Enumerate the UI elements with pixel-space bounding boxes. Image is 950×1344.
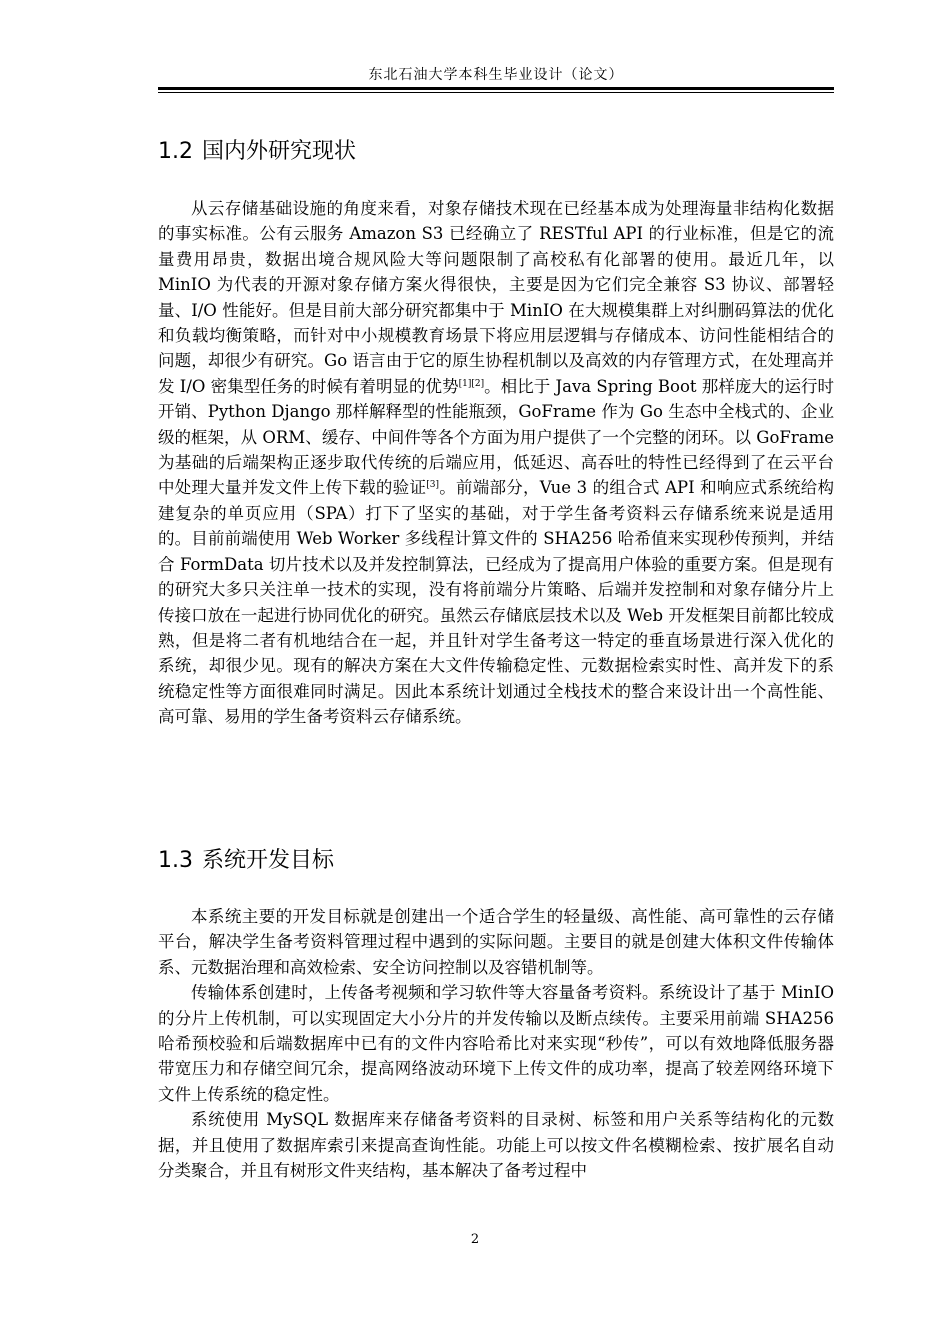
paragraph: 传输体系创建时，上传备考视频和学习软件等大容量备考资料。系统设计了基于 MinIO 的分片上传机制，可以实现固定大小分片的并发传输以及断点续传。主要采用前端 SHA256 哈希预校验和后端数据库中已有的文件内容哈希比对来实现“秒传”，可以有效地降低服务器带宽压力和存储空间冗余，提高网络波动环境下上传文件的成功率，提高了较差网络环境下文件上传系统的稳定性。: [158, 983, 834, 1104]
section-1-3-body: [158, 904, 834, 1183]
running-header: 东北石油大学本科生毕业设计（论文）: [368, 67, 624, 83]
paragraph-text: 从云存储基础设施的角度来看，对象存储技术现在已经基本成为处理海量非结构化数据的事实标准。公有云服务 Amazon S3 已经确立了 RESTful API 的行业标准，但是它的流量费用昂贵，数据出境合规风险大等问题限制了高校私有化部署的使用。最近几年，以 MinIO 为代表的开源对象存储方案火得很快，主要是因为它们完全兼容 S3 协议、部署轻量、I/O 性能好。但是目前大部分研究都集中于 MinIO 在大规模集群上对纠删码算法的优化和负载均衡策略，而针对中小规模教育场景下将应用层逻辑与存储成本、访问性能相结合的问题，却很少有研究。Go 语言由于它的原生协程机制以及高效的内存管理方式，在处理高并发 I/O 密集型任务的时候有着明显的优势: [158, 199, 834, 396]
citation: [1][2]: [458, 378, 485, 389]
section-1-2-body: [158, 196, 834, 730]
page-number: 2: [470, 1232, 480, 1247]
citation: [3]: [426, 480, 439, 491]
header-rule: [158, 87, 834, 90]
section-number: 1.3: [158, 848, 193, 873]
section-number: 1.2: [158, 139, 193, 164]
section-heading-1-3: [158, 846, 334, 876]
paragraph: 本系统主要的开发目标就是创建出一个适合学生的轻量级、高性能、高可靠性的云存储平台，解决学生备考资料管理过程中遇到的实际问题。主要目的就是创建大体积文件传输体系、元数据治理和高效检索、安全访问控制以及容错机制等。: [158, 907, 834, 977]
header-rule-thin: [158, 92, 834, 93]
paragraph-text: 。前端部分，Vue 3 的组合式 API 和响应式系统给构建复杂的单页应用（SPA）打下了坚实的基础，对于学生备考资料云存储系统来说是适用的。目前前端使用 Web Worker 多线程计算文件的 SHA256 哈希值来实现秒传预判，并结合 FormData 切片技术以及并发控制算法，已经成为了提高用户体验的重要方案。但是现有的研究大多只关注单一技术的实现，没有将前端分片策略、后端并发控制和对象存储分片上传接口放在一起进行协同优化的研究。虽然云存储底层技术以及 Web 开发框架目前都比较成熟，但是将二者有机地结合在一起，并且针对学生备考这一特定的垂直场景进行深入优化的系统，却很少见。现有的解决方案在大文件传输稳定性、元数据检索实时性、高并发下的系统稳定性等方面很难同时满足。因此本系统计划通过全栈技术的整合来设计出一个高性能、高可靠、易用的学生备考资料云存储系统。: [158, 478, 835, 727]
paragraph: 系统使用 MySQL 数据库来存储备考资料的目录树、标签和用户关系等结构化的元数据，并且使用了数据库索引来提高查询性能。功能上可以按文件名模糊检索、按扩展名自动分类聚合，并且有树形文件夹结构，基本解决了备考过程中: [158, 1110, 834, 1181]
paragraph: [158, 196, 834, 730]
section-heading-1-2: [158, 137, 356, 167]
paragraph-text: 。相比于 Java Spring Boot 那样庞大的运行时开销、Python Django 那样解释型的性能瓶颈，GoFrame 作为 Go 生态中全栈式的、企业级的框架，从 ORM、缓存、中间件等各个方面为用户提供了一个完整的闭环。以 GoFrame 为基础的后端架构正逐步取代传统的后端应用，低延迟、高吞吐的特性已经得到了在云平台中处理大量并发文件上传下载的验证: [158, 376, 834, 498]
section-title: 国内外研究现状: [202, 139, 357, 164]
section-title: 系统开发目标: [202, 848, 335, 873]
